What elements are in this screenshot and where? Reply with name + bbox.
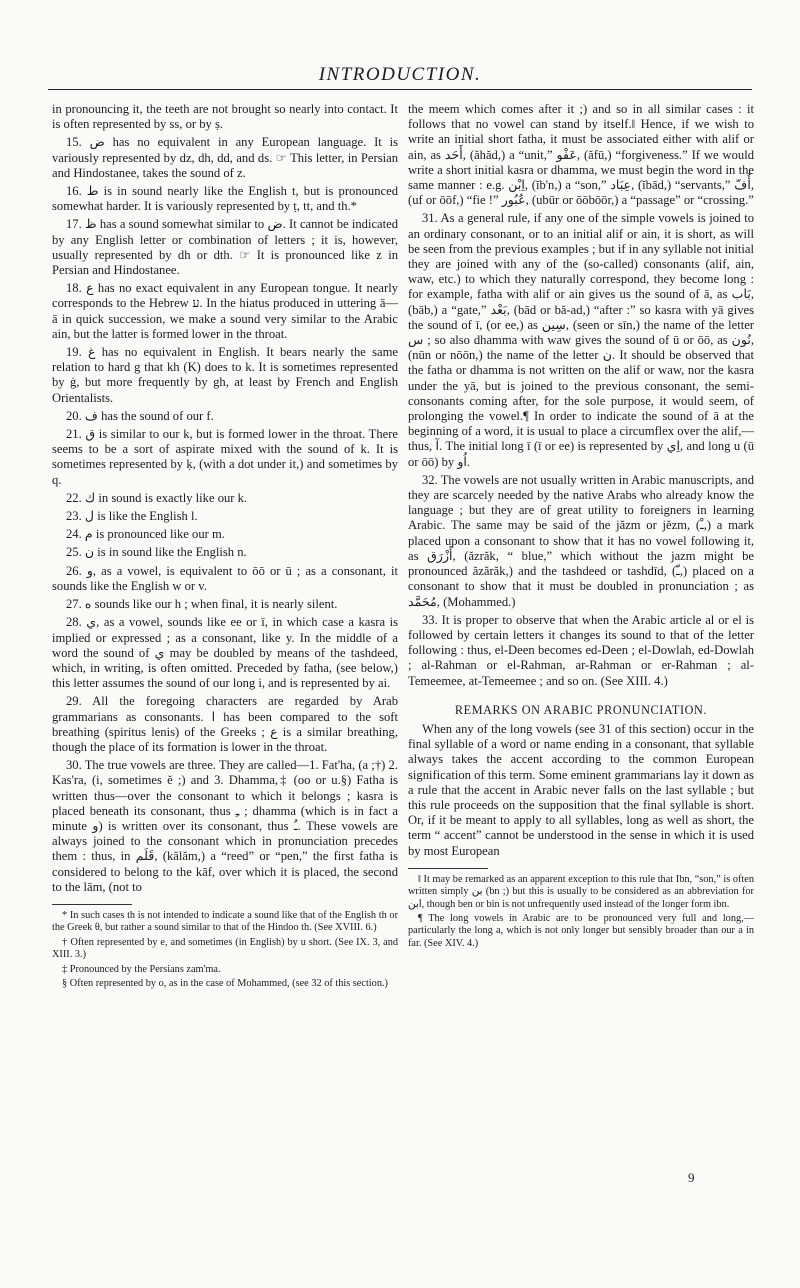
paragraph: 29. All the foregoing characters are regarded by Arab grammarians as consonants. ا has been compared to the soft breathing (spiritus lenis) of the Greeks ; ع is a similar breathing, though the place of its formation is lower in the throat. [52, 694, 398, 754]
paragraph: 30. The true vowels are three. They are called—1. Fat'ha, (a ;†) 2. Kas'ra, (i, sometimes ĕ ;) and 3. Dhamma,‡ (oo or u.§) Fatha is written thus—over the consonant to which it belongs ; kasra is placed beneath its consonant, thus ـِ ; dhamma (which is in fact a minute و) is written over its consonant, thus ـُ. These vowels are always joined to the consonant which in pronunciation precedes them : thus, in قَلَم, (kălăm,) a “reed” or “pen,” the first fatha is considered to belong to the kāf, over which it is placed, the second to the lām, (not to [52, 758, 398, 894]
paragraph: 20. ف has the sound of our f. [66, 408, 214, 423]
paragraph: the meem which comes after it ;) and so in all similar cases : it follows that no vowel can stand by itself.‖ Hence, if we wish to write an initial short fatha, it must be associated either with alif or ain, as أَحَد, (ăhăd,) a “unit,” عَفْو, (ăfū,) “forgiveness.” If we would write a short initial kasra or dhamma, we must begin the word in the same manner : e.g. اِبْن, (ĭb'n,) a “son,” عِبَاد, (ĭbād,) “servants,” أُفّ, (uf or ōōf,) “fie !” عُبُور, (ubūr or ōōbōōr,) a “passage” or “crossing.” [408, 102, 755, 208]
paragraph: 27. ه sounds like our h ; when final, it is nearly silent. [66, 597, 338, 612]
footnote: ¶ The long vowels in Arabic are to be pronounced very full and long,—particularly the long a, which is not only longer but sensibly broader than our a in far. (See XIV. 4.) [408, 912, 754, 949]
paragraph: 21. ق is similar to our k, but is formed lower in the throat. There seems to be a sort of aspirate mixed with the sound of k. It is sometimes represented by ḳ, (with a dot under it,) and sometimes by q. [52, 427, 399, 487]
paragraph: 23. ل is like the English l. [66, 509, 198, 524]
paragraph: When any of the long vowels (see 31 of this section) occur in the final syllable of a word or name ending in a consonant, that syllable always takes the accent according to the common European signification of this term. Some eminent grammarians lay it down as a rule that the accent in Arabic never falls on the last syllable ; but this rule proceeds on the supposition that the final syllable is short. Or, if it be meant to apply to all syllables, long as well as short, the term “ accent” cannot be understood in the sense in which it is used by most European [408, 721, 754, 858]
footnotes [52, 910, 398, 990]
paragraph: 18. ع has no exact equivalent in any European tongue. It nearly corresponds to the Hebrew ע. In the hiatus produced in uttering ā—ā in quick succession, we make a sound very similar to the Arabic ain, but the latter is formed lower in the throat. [52, 281, 398, 341]
footnote-rule [408, 868, 488, 869]
footnotes [408, 874, 754, 950]
paragraph: 32. The vowels are not usually written in Arabic manuscripts, and they are scarcely needed by the native Arabs who already know the language ; but they are of great utility to foreigners in learning Arabic. The same may be said of the jăzm or jĕzm, (ـْ,) a mark placed upon a consonant to show that it has no vowel following it, as أَزْرَق, (ăzrăk, “ blue,” which without the jazm might be pronounced ăzărăk,) and the tashdeed or tashdīd, (ـّ,) placed on a consonant to show that it must be doubled in pronunciation ; as مُحَمَّد, (Mohammed.) [408, 472, 755, 609]
paragraph: 17. ظ has a sound somewhat similar to ض. It cannot be indicated by any English letter or combination of letters ; it is, however, usually represented by dh or dth. ☞ It is pronounced like z in Persian and Hindostanee. [52, 217, 399, 278]
paragraph: 24. م is pronounced like our m. [66, 527, 225, 542]
footnote: ‖ It may be remarked as an apparent exception to this rule that Ibn, “son,” is often written simply بن (bn ;) but this is usually to be considered as an abbreviation for ابن, though ben or bin is not unfrequently used instead of the longer form ibn. [408, 873, 754, 910]
paragraph: 22. ك in sound is exactly like our k. [66, 490, 248, 505]
footnote-rule [52, 904, 132, 905]
footnote: * In such cases th is not intended to indicate a sound like that of the English th or the Greek θ, but rather a sound similar to that of the Hindoo th. (See XVIII. 6.) [52, 909, 398, 934]
footnote: § Often represented by o, as in the case of Mohammed, (see 32 of this section.) [62, 977, 388, 989]
paragraph: 28. ي, as a vowel, sounds like ee or ī, in which case a kasra is implied or expressed ; as a consonant, like y. In the middle of a word the sound of ي may be doubled by means of the tashdeed, which, in writing, is often omitted. Preceded by fatha, (see below,) this letter assumes the sound of our long i, and is represented by ai. [52, 615, 398, 691]
right-column [408, 102, 754, 952]
paragraph: 33. It is proper to observe that when the Arabic article al or el is followed by certain letters it changes its sound to that of the letter following : thus, el-Deen becomes ed-Deen ; el-Dowlah, ed-Dowlah ; al-Rahman or el-Rahman, ar-Rahman or er-Rahman ; al-Temeemee, at-Temeemee ; and so on. (See XIII. 4.) [408, 612, 754, 688]
page-number: 9 [688, 1170, 695, 1185]
left-column [52, 102, 398, 992]
footnote: † Often represented by e, and sometimes (in English) by u short. (See IX. 3, and XIII. 3.) [52, 936, 398, 961]
paragraph: in pronouncing it, the teeth are not brought so nearly into contact. It is often represented by ss, or by ṣ. [52, 102, 398, 132]
footnote: ‡ Pronounced by the Persians zam'ma. [62, 963, 221, 975]
paragraph: 19. غ has no equivalent in English. It bears nearly the same relation to hard g that kh (K) does to k. It is sometimes represented by ġ, but more frequently by gh, at least by French and English Orientalists. [52, 345, 398, 405]
header-rule [48, 89, 752, 90]
paragraph: 31. As a general rule, if any one of the simple vowels is joined to an ordinary consonant, or to an initial alif or ain, it is short, as will be seen from the previous examples ; but if in any syllable not initial they are joined with any of the (so-called) consonants (alif, ain, waw, etc.) to which they naturally correspond, they become long : for example, fatha with alif or ain gives us the sound of ā, as بَاب, (bāb,) a “gate,” بَعْد, (bād or bă-ad,) “after :” so kasra with yā gives the sound of ī, (or ee,) as سِين, (seen or sīn,) the name of the letter س ; so also dhamma with waw gives the sound of ū or ōō, as نُون, (nūn or nōōn,) the name of the letter ن. It should be observed that the fatha or dhamma is not written on the alif or waw, nor the kasra under the yā, but is joined to the previous consonant, the semi-consonants coming after, for the sole purpose, it would seem, of prolonging the vowel.¶ In order to indicate the sound of ā at the beginning of a word, it is usual to place a circumflex over the alif,—thus, آ. The initial long ī (ī or ee) is represented by اِي, and long u (ū or ōō) by اُو. [408, 211, 755, 469]
paragraph: 26. و, as a vowel, is equivalent to ōō or ū ; as a consonant, it sounds like the English w or v. [52, 563, 398, 593]
paragraph: 16. ط is in sound nearly like the English t, but is pronounced somewhat harder. It is variously represented by ṭ, tt, and th.* [52, 184, 399, 214]
paragraph: 25. ن is in sound like the English n. [66, 545, 247, 560]
running-header: INTRODUCTION. [318, 64, 482, 85]
section-title: REMARKS ON ARABIC PRONUNCIATION. [454, 702, 708, 717]
paragraph: 15. ض has no equivalent in any European language. It is variously represented by dz, dh, dd, and ds. ☞ This letter, in Persian and Hindostanee, takes the sound of z. [52, 135, 399, 180]
